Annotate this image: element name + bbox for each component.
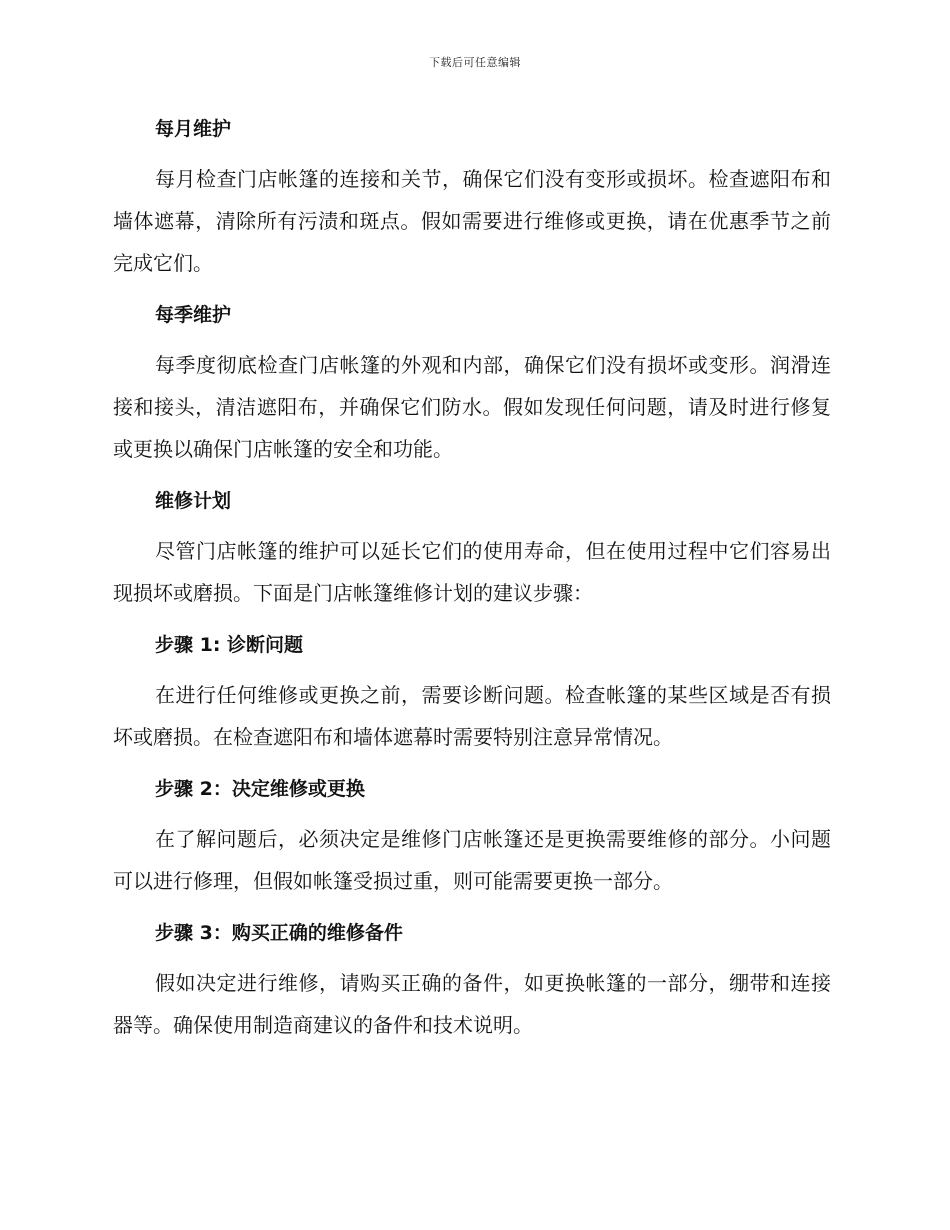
section-paragraph-step-1: 在进行任何维修或更换之前，需要诊断问题。检查帐篷的某些区域是否有损坏或磨损。在检查遮阳布和墙体遮幕时需要特别注意异常情况。 — [113, 683, 831, 749]
section-paragraph-seasonal-maintenance: 每季度彻底检查门店帐篷的外观和内部，确保它们没有损坏或变形。润滑连接和接头，清洁遮阳布，并确保它们防水。假如发现任何问题，请及时进行修复或更换以确保门店帐篷的安全和功能。 — [113, 353, 831, 461]
section-heading-step-3: 步骤 3：购买正确的维修备件 — [155, 922, 403, 944]
section-heading-step-1: 步骤 1: 诊断问题 — [155, 634, 304, 656]
section-paragraph-step-3: 假如决定进行维修，请购买正确的备件，如更换帐篷的一部分，绷带和连接器等。确保使用制造商建议的备件和技术说明。 — [113, 971, 831, 1037]
section-paragraph-step-2: 在了解问题后，必须决定是维修门店帐篷还是更换需要维修的部分。小问题可以进行修理，但假如帐篷受损过重，则可能需要更换一部分。 — [113, 827, 831, 893]
section-paragraph-repair-plan: 尽管门店帐篷的维护可以延长它们的使用寿命，但在使用过程中它们容易出现损坏或磨损。下面是门店帐篷维修计划的建议步骤： — [113, 539, 831, 605]
section-heading-step-2: 步骤 2：决定维修或更换 — [155, 778, 365, 800]
document-body — [113, 108, 831, 1056]
section-heading-seasonal-maintenance: 每季维护 — [155, 304, 232, 326]
section-heading-monthly-maintenance: 每月维护 — [155, 118, 232, 140]
section-paragraph-monthly-maintenance: 每月检查门店帐篷的连接和关节，确保它们没有变形或损坏。检查遮阳布和墙体遮幕，清除所有污渍和斑点。假如需要进行维修或更换，请在优惠季节之前完成它们。 — [113, 167, 831, 275]
page-header: 下载后可任意编辑 — [429, 56, 521, 69]
section-heading-repair-plan: 维修计划 — [155, 490, 232, 512]
